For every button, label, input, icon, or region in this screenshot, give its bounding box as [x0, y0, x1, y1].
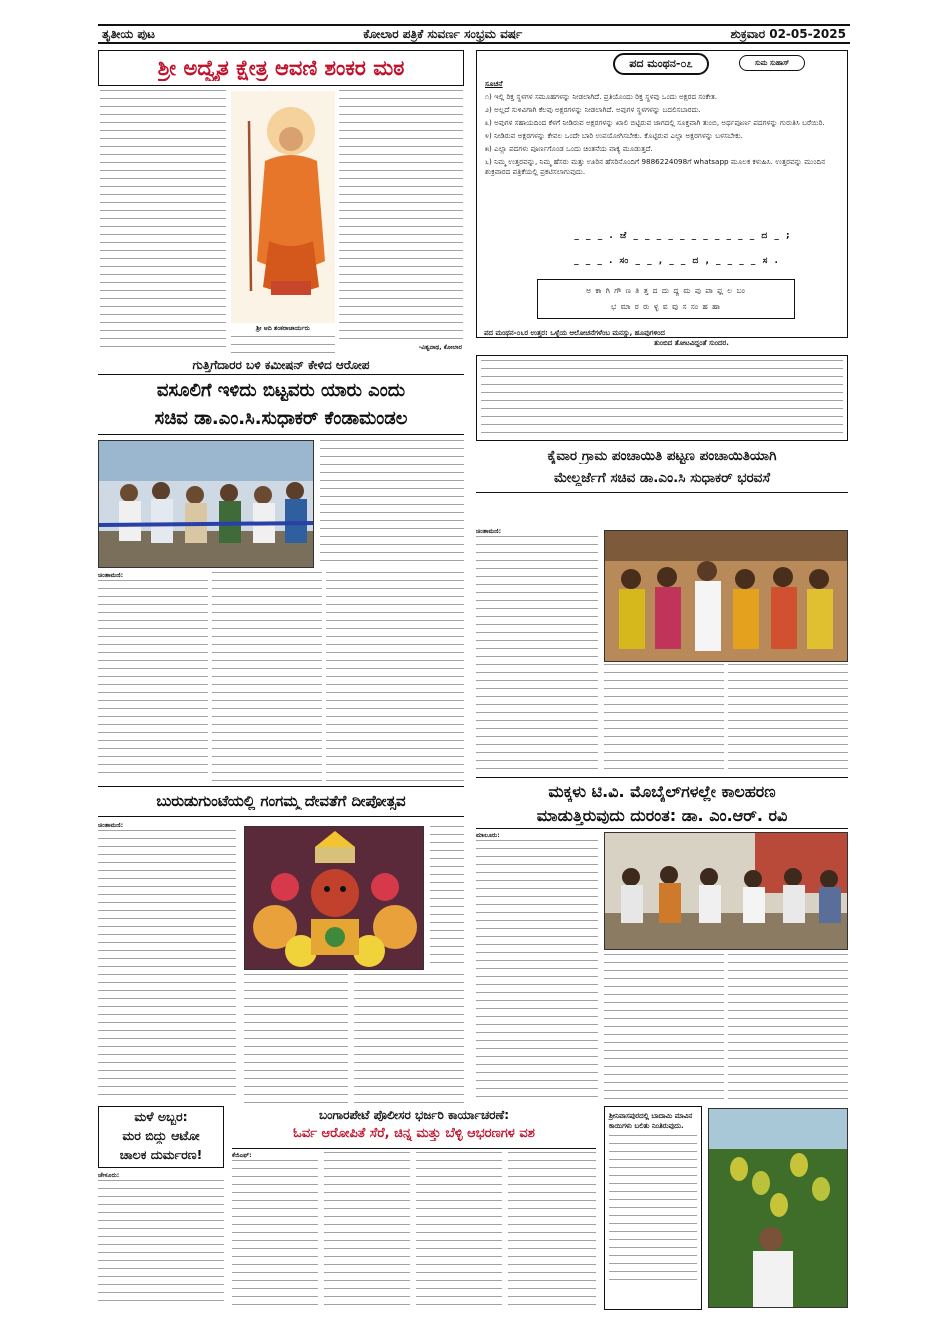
shankara-headline: ಶ್ರೀ ಅದ್ವೈತ ಕ್ಷೇತ್ರ ಆವಣಿ ಶಂಕರ ಮಠ: [157, 55, 405, 80]
gangamma-body-col2: [244, 974, 348, 1104]
sudhakar-body-col2: [212, 572, 322, 782]
gangamma-body-col1: [98, 822, 236, 1104]
kaivara-body-col2: [604, 664, 724, 774]
shankara-body-col2-lower: [231, 336, 335, 353]
kaivara-body-col1: [476, 528, 598, 773]
auto-dateline: ಚೇಳೂರು:: [98, 1172, 120, 1179]
newspaper-banner: ಕೋಲಾರ ಪತ್ರಿಕೆ ಸುವರ್ಣ ಸಂಭ್ರಮ ವರ್ಷ: [363, 26, 523, 41]
quiz-letters-row-1: ಅ ಕಾ ಗಿ ಗೌ ಣ ತಿ ತ್ತ ದ ದು ದ್ದ ಮ ಪು ಪಾ ಫ್ಲ ಲ ಬಂ: [586, 286, 746, 295]
divider: [232, 1148, 596, 1149]
sudhakar-photo: [98, 440, 314, 568]
police-kicker: ಬಂಗಾರಪೇಟೆ ಪೊಲೀಸರ ಭರ್ಜರಿ ಕಾರ್ಯಾಚರಣೆ:: [318, 1108, 510, 1122]
makkalu-body-col3: [728, 954, 848, 1100]
page-label: ತೃತೀಯ ಪುಟ: [102, 26, 155, 41]
quiz-instruction-item: ೨) ಅಲ್ಲದೆ ಸುಳಿವಿಗಾಗಿ ಕೆಲವು ಅಕ್ಷರಗಳನ್ನು ನೀಡಲಾಗಿದೆ. ಅವುಗಳ ಸ್ಥಳಗಳನ್ನು ಬದಲಿಸಬಾರದು.: [485, 105, 701, 114]
issue-date: ಶುಕ್ರವಾರ 02-05-2025: [730, 26, 846, 41]
page-header-bar: [98, 24, 850, 44]
auto-headline-2: ಮರ ಬಿದ್ದು ಆಟೋ: [122, 1128, 200, 1143]
kaivara-headline-1: ಕೈವಾರ ಗ್ರಾಮ ಪಂಚಾಯಿತಿ ಪಟ್ಟಣ ಪಂಚಾಯಿತಿಯಾಗಿ: [547, 448, 777, 464]
shankara-article: [98, 50, 464, 355]
makkalu-body-col2: [604, 954, 724, 1100]
shankara-photo-caption: ಶ್ರೀ ಆದಿ ಶಂಕರಾಚಾರ್ಯರು: [256, 325, 310, 332]
police-body-col3: [416, 1152, 502, 1310]
sudhakar-body-col1: [98, 572, 208, 782]
quiz-letters-row-2: ಭ ಮಾ ರ ರು ಳ್ಳ ವ ವು ಸ ಸಂ ಹ ಹಾ: [611, 302, 721, 311]
gangamma-body-col3-upper: [430, 826, 464, 970]
auto-headline-1: ಮಳೆ ಅಬ್ಬರ:: [134, 1109, 188, 1124]
divider: [476, 777, 848, 778]
police-body-col2: [324, 1152, 410, 1310]
makkalu-headline-1: ಮಕ್ಕಳು ಟಿ.ವಿ. ಮೊಬೈಲ್‌ಗಳಲ್ಲೇ ಕಾಲಹರಣ: [548, 782, 776, 801]
mango-photo: [708, 1108, 848, 1308]
makkalu-headline-2: ಮಾಡುತ್ತಿರುವುದು ದುರಂತ: ಡಾ. ಎಂ.ಆರ್. ರವಿ: [536, 806, 788, 825]
shankara-photo: [231, 91, 335, 323]
mango-caption-box: [604, 1106, 702, 1310]
divider: [98, 374, 464, 375]
shankara-byline: -ವಿಶ್ವನಾಥ, ಕೋಲಾರ: [418, 344, 462, 351]
quiz-puzzle-row-2: _ _ _ . ಸಂ _ _ , _ _ ದ , _ _ _ _ ಸ .: [574, 256, 780, 266]
sudhakar-kicker: ಗುತ್ತಿಗೆದಾರರ ಬಳಿ ಕಮೀಷನ್ ಕೇಳಿದ ಆರೋಪ: [192, 358, 370, 372]
shankara-body-col3: [339, 90, 463, 342]
divider: [98, 816, 464, 817]
quiz-instructions: [485, 79, 841, 180]
police-dateline: ಕೆಜಿಎಫ್:: [232, 1152, 252, 1159]
police-body-col4: [508, 1152, 596, 1310]
shankara-title-box: [98, 50, 464, 86]
auto-headline-box: [98, 1106, 224, 1168]
makkalu-photo: [604, 832, 848, 950]
mango-caption: ಶ್ರೀನಿವಾಸಪುರದಲ್ಲಿ ಬಾದಾಮಿ ಮಾವಿನ ಕಾಯಿಗಳು ಬಲಿತು ನಿಂತಿರುವುದು.: [609, 1112, 693, 1130]
gangamma-dateline: ಚಿಂತಾಮಣಿ:: [98, 822, 124, 829]
gangamma-photo: [244, 826, 424, 970]
police-body-col1: [232, 1152, 318, 1310]
makkalu-body-col1: [476, 832, 598, 1100]
divider: [476, 828, 848, 829]
staff-credits-box: [476, 355, 848, 441]
quiz-puzzle-row-1: _ _ _ . ಜೆ _ _ _ _ _ _ _ _ _ _ _ ದ _ ;: [574, 231, 792, 241]
quiz-instruction-item: ೪) ನೀಡಿರುವ ಅಕ್ಷರಗಳನ್ನು ಕೇವಲ ಒಂದೇ ಬಾರಿ ಉಪಯೋಗಿಸಬೇಕು. ಕೊಟ್ಟಿರುವ ಎಲ್ಲಾ ಅಕ್ಷರಗಳನ್ನು ಬಳಸಬೇಕು.: [485, 131, 743, 140]
police-headline: ಓರ್ವ ಆರೋಪಿತೆ ಸೆರೆ, ಚಿನ್ನ ಮತ್ತು ಬೆಳ್ಳಿ ಆಭರಣಗಳ ವಶ: [293, 1126, 535, 1141]
shankara-body-col1: [100, 90, 226, 352]
quiz-letters-box: [537, 279, 795, 319]
sudhakar-dateline: ಚಿಂತಾಮಣಿ:: [98, 572, 124, 579]
kaivara-dateline: ಚಿಂತಾಮಣಿ:: [476, 528, 502, 535]
divider: [476, 492, 848, 493]
divider: [98, 434, 464, 435]
sudhakar-headline-1: ವಸೂಲಿಗೆ ಇಳಿದು ಬಿಟ್ಟವರು ಯಾರು ಎಂದು: [156, 380, 406, 401]
sudhakar-body-col3: [326, 572, 464, 782]
gangamma-body-col3: [354, 974, 464, 1104]
quiz-instruction-item: ೬) ನಿಮ್ಮ ಉತ್ತರವನ್ನು, ನಿಮ್ಮ ಹೆಸರು ಮತ್ತು ಊರಿನ ಹೆಸರಿನೊಂದಿಗೆ 9886224098ಗೆ whatsapp ಮೂಲಕ ಕಳುಹಿಸಿ. ಉತ್ತರವನ್ನು ಮುಂದಿನ ಶುಕ್ರವಾರದ ಪತ್ರಿಕೆಯಲ್ಲಿ ಪ್ರಕಟಿಸಲಾಗುವುದು.: [485, 157, 826, 176]
quiz-box: [476, 50, 848, 338]
auto-body: [98, 1172, 224, 1310]
kaivara-photo: [604, 530, 848, 662]
gangamma-headline: ಬುರುಡುಗುಂಟೆಯಲ್ಲಿ ಗಂಗಮ್ಮ ದೇವತೆಗೆ ದೀಪೋತ್ಸವ: [156, 792, 406, 810]
divider: [98, 786, 464, 787]
quiz-previous-answer: ಪದ ಮಂಥನ-೦೬ರ ಉತ್ತರ: ಒಳ್ಳೆಯ ಆಲೋಚನೆಗಳೆಂಬ ಮನಸ್ಸು, ಹೂವುಗಳಿಂದ ತುಂಬಿದ ತೋಟವಿದ್ದಂತೆ ಸುಂದರ.: [484, 329, 729, 347]
quiz-instructions-heading: ಸೂಚನೆ: [485, 79, 503, 88]
quiz-title: ಪದ ಮಂಥನ-೦೭: [613, 53, 709, 75]
quiz-instruction-item: ೩) ಅವುಗಳ ಸಹಾಯದಿಂದ ಕೆಳಗೆ ನೀಡಿರುವ ಅಕ್ಷರಗಳನ್ನು ಖಾಲಿ ಬಿಟ್ಟಿರುವ ಜಾಗದಲ್ಲಿ ಸೂಕ್ತವಾಗಿ ತುಂಬಿ, ಅರ್ಥಪೂರ್ಣ ಪದಗಳನ್ನು ಗುರುತಿಸಿ ಬರೆಯಿರಿ.: [485, 118, 825, 127]
quiz-instruction-item: ೫) ಎಲ್ಲಾ ಪದಗಳು ಪೂರ್ಣಗೊಂಡ ಒಂದು ಚಿಂತನೆಯ ವಾಕ್ಯ ಮೂಡುತ್ತದೆ.: [485, 144, 653, 153]
makkalu-dateline: ಮಾಲೂರು:: [476, 832, 500, 839]
quiz-author-badge: ಸುಮ ಸುಹಾಸ್: [739, 55, 805, 71]
quiz-instruction-item: ೧) ಇಲ್ಲಿ ರಿಕ್ತ ಸ್ಥಳಗಳ ಸಮೂಹಗಳನ್ನು ನೀಡಲಾಗಿದೆ. ಪ್ರತಿಯೊಂದು ರಿಕ್ತ ಸ್ಥಳವು ಒಂದು ಅಕ್ಷರದ ಸಂಕೇತ.: [485, 92, 718, 101]
kaivara-headline-2: ಮೇಲ್ದರ್ಜೆಗೆ ಸಚಿವ ಡಾ.ಎಂ.ಸಿ ಸುಧಾಕರ್ ಭರವಸೆ: [553, 470, 771, 486]
auto-headline-3: ಚಾಲಕ ದುರ್ಮರಣ!: [119, 1147, 203, 1162]
kaivara-body-col3: [728, 664, 848, 774]
sudhakar-headline-2: ಸಚಿವ ಡಾ.ಎಂ.ಸಿ.ಸುಧಾಕರ್ ಕೆಂಡಾಮಂಡಲ: [154, 408, 408, 429]
sudhakar-body-right: [320, 440, 464, 568]
